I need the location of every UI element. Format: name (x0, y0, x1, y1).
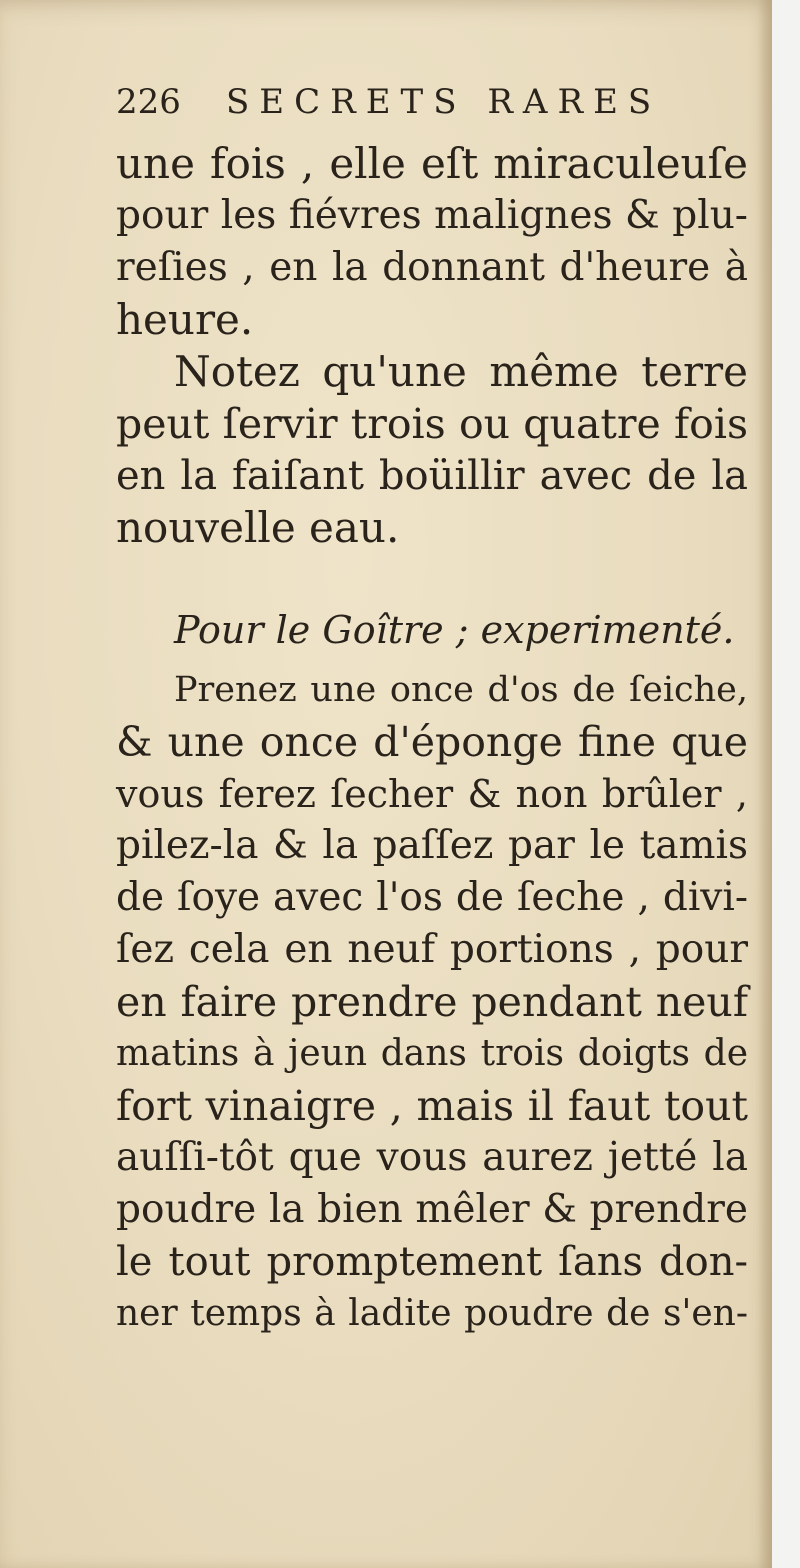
paragraph-1 (116, 138, 748, 346)
text-line: une fois , elle eſt miraculeuſe (116, 139, 748, 188)
text-line: peut ſervir trois ou quatre fois (116, 400, 748, 448)
text-line: Notez qu'une même terre (174, 347, 748, 396)
text-line: nouvelle eau. (116, 503, 400, 552)
running-title: SECRETS RARES (226, 82, 662, 122)
text-line: le tout promptement ſans don- (116, 1239, 748, 1285)
text-line: pour les fiévres malignes & plu- (116, 193, 748, 238)
text-block (116, 82, 748, 1340)
paper-edge-shadow (758, 0, 772, 1568)
text-line: & une once d'éponge fine que (116, 718, 748, 766)
text-line: en faire prendre pendant neuf (116, 978, 748, 1026)
paragraph-2 (116, 346, 748, 554)
running-header (116, 82, 748, 138)
text-line: fort vinaigre , mais il faut tout (116, 1082, 748, 1130)
text-line: de ſoye avec l'os de ſeche , divi- (116, 875, 748, 920)
text-line: auſſi-tôt que vous aurez jetté la (116, 1135, 748, 1180)
text-line: Prenez une once d'os de ſeiche, (174, 670, 748, 710)
text-line: pilez-la & la paſſez par le tamis (116, 823, 748, 868)
text-line: en la faiſant boüillir avec de la (116, 453, 748, 499)
paragraph-3 (116, 664, 748, 1340)
section-heading: Pour le Goître ; experimenté. (174, 608, 735, 652)
text-line: reſies , en la donnant d'heure à (116, 245, 748, 290)
text-line: ſez cela en neuf portions , pour (116, 927, 748, 972)
text-line: heure. (116, 295, 254, 344)
text-line: ner temps à ladite poudre de s'en- (116, 1293, 748, 1334)
text-line: vous ferez ſecher & non brûler , (116, 772, 748, 816)
page-number: 226 (116, 82, 181, 122)
text-line: poudre la bien mêler & prendre (116, 1187, 748, 1232)
text-line: matins à jeun dans trois doigts de (116, 1033, 748, 1074)
